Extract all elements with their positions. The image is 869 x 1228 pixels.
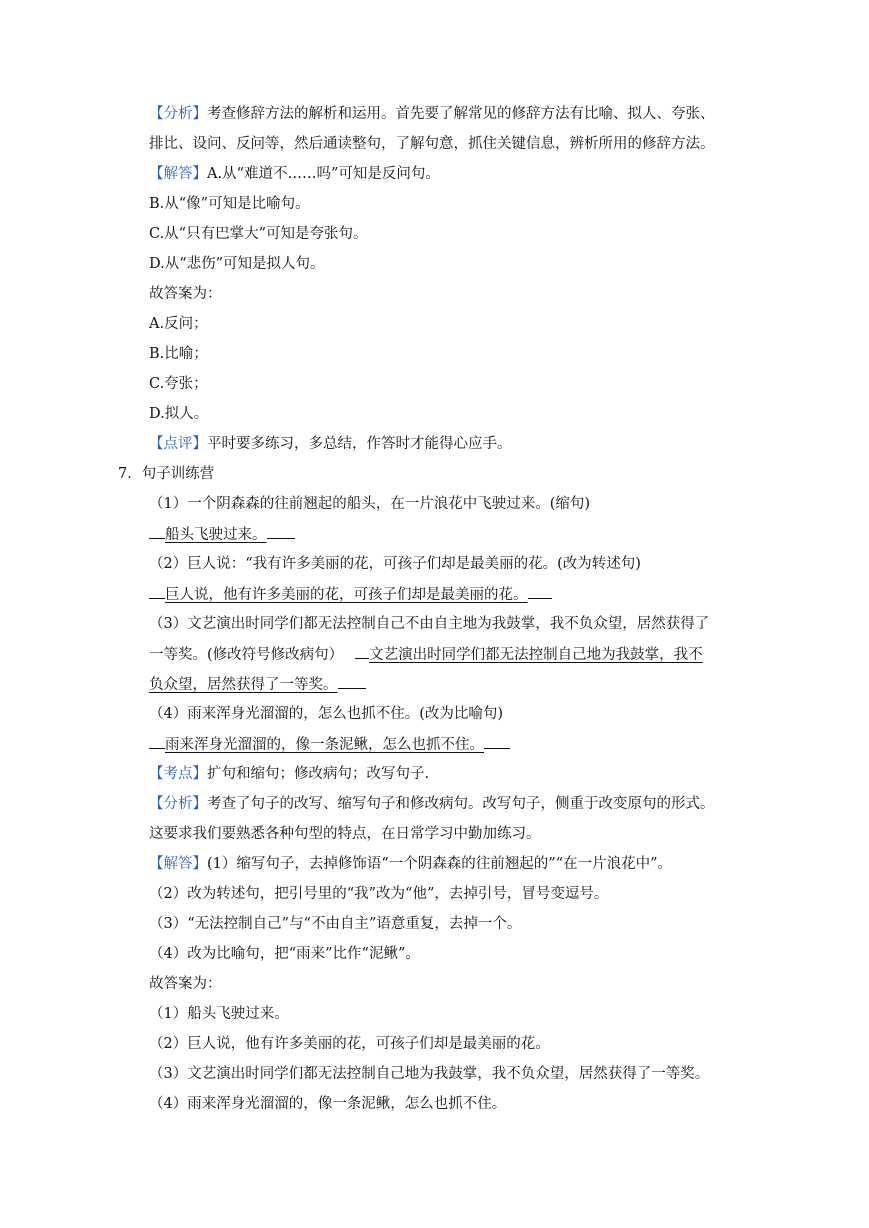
analysis-line-2: 排比、设问、反问等，然后通读整句，了解句意，抓住关键信息，辨析所用的修辞方法。 xyxy=(149,136,715,152)
analysis-tag: 【分析】 xyxy=(149,106,207,122)
comment-tag: 【点评】 xyxy=(149,436,207,452)
q7-analysis-line-1 xyxy=(149,794,715,814)
q7-answer-3: （3）文艺演出时同学们都无法控制自己地为我鼓掌，我不负众望，居然获得了一等奖。 xyxy=(149,1066,710,1082)
solution-tag: 【解答】 xyxy=(149,856,207,872)
answer-c: C.夸张； xyxy=(149,376,208,392)
solution-text-a: A.从“难道不……吗”可知是反问句。 xyxy=(207,166,440,182)
q7-solution-line-1 xyxy=(149,854,672,874)
q7-answer-2: （2）巨人说，他有许多美丽的花，可孩子们却是最美丽的花。 xyxy=(149,1036,550,1052)
solution-line-c: C.从“只有巴掌大”可知是夸张句。 xyxy=(149,226,368,242)
keypoint-tag: 【考点】 xyxy=(149,766,207,782)
q7-part3-answer-line2: 负众望，居然获得了一等奖。 xyxy=(149,677,338,693)
q7-part4-answer xyxy=(149,734,510,755)
q7-keypoint-line xyxy=(149,764,429,784)
q7-part3-answer-line2-row xyxy=(149,674,366,695)
q7-part2-answer xyxy=(149,584,552,605)
analysis-tag: 【分析】 xyxy=(149,796,207,812)
q7-part3-question-text: 一等奖。(修改符号修改病句） xyxy=(149,647,344,663)
question-7-title: 7．句子训练营 xyxy=(118,466,215,482)
solution-line-d: D.从“悲伤”可知是拟人句。 xyxy=(149,256,325,272)
blank-underline xyxy=(338,674,366,689)
analysis-text: 考查修辞方法的解析和运用。首先要了解常见的修辞方法有比喻、拟人、夸张、 xyxy=(207,106,715,122)
answer-intro: 故答案为： xyxy=(149,286,222,302)
q7-solution-text-1: (1）缩写句子，去掉修饰语“一个阴森森的往前翘起的”“在一片浪花中”。 xyxy=(207,856,673,872)
blank-underline xyxy=(355,644,369,659)
q7-part2-answer-text: 巨人说，他有许多美丽的花，可孩子们却是最美丽的花。 xyxy=(165,587,528,603)
solution-tag: 【解答】 xyxy=(149,166,207,182)
comment-line xyxy=(149,434,512,454)
keypoint-text: 扩句和缩句；修改病句；改写句子. xyxy=(207,766,430,782)
answer-a: A.反问； xyxy=(149,316,208,332)
solution-line-b: B.从“像”可知是比喻句。 xyxy=(149,196,310,212)
solution-line-a xyxy=(149,164,440,184)
q7-part1-answer xyxy=(149,524,295,545)
q7-answer-4: （4）雨来浑身光溜溜的，像一条泥鳅，怎么也抓不住。 xyxy=(149,1096,507,1112)
answer-d: D.拟人。 xyxy=(149,406,209,422)
q7-part3-question-line2 xyxy=(149,644,703,665)
q7-part3-answer-line1: 文艺演出时同学们都无法控制自己地为我鼓掌，我不 xyxy=(369,647,703,663)
q7-analysis-text: 考查了句子的改写、缩写句子和修改病句。改写句子，侧重于改变原句的形式。 xyxy=(207,796,715,812)
q7-answer-1: （1）船头飞驶过来。 xyxy=(149,1006,289,1022)
q7-answer-intro: 故答案为： xyxy=(149,976,222,992)
q7-part4-question: （4）雨来浑身光溜溜的，怎么也抓不住。(改为比喻句) xyxy=(149,706,504,722)
q7-solution-line-3: （3）“无法控制自己”与“不由自主”语意重复，去掉一个。 xyxy=(149,916,522,932)
blank-underline xyxy=(267,524,295,539)
q7-part1-question: （1）一个阴森森的往前翘起的船头，在一片浪花中飞驶过来。(缩句) xyxy=(149,496,591,512)
blank-underline xyxy=(149,734,165,749)
blank-underline xyxy=(484,734,510,749)
q7-part3-question-line1: （3）文艺演出时同学们都无法控制自己不由自主地为我鼓掌，我不负众望，居然获得了 xyxy=(149,616,710,632)
q7-part1-answer-text: 船头飞驶过来。 xyxy=(165,527,267,543)
comment-text: 平时要多练习，多总结，作答时才能得心应手。 xyxy=(207,436,512,452)
q7-solution-line-4: （4）改为比喻句，把“雨来”比作“泥鳅”。 xyxy=(149,946,420,962)
answer-b: B.比喻； xyxy=(149,346,208,362)
q7-part2-question: （2）巨人说：“我有许多美丽的花，可孩子们却是最美丽的花。(改为转述句) xyxy=(149,556,641,572)
q7-analysis-line-2: 这要求我们要熟悉各种句型的特点，在日常学习中勤加练习。 xyxy=(149,826,541,842)
analysis-line-1 xyxy=(149,104,715,124)
blank-underline xyxy=(149,584,165,599)
blank-underline xyxy=(528,584,552,599)
q7-solution-line-2: （2）改为转述句，把引号里的“我”改为“他”，去掉引号，冒号变逗号。 xyxy=(149,886,609,902)
blank-underline xyxy=(149,524,165,539)
q7-part4-answer-text: 雨来浑身光溜溜的，像一条泥鳅，怎么也抓不住。 xyxy=(165,737,484,753)
